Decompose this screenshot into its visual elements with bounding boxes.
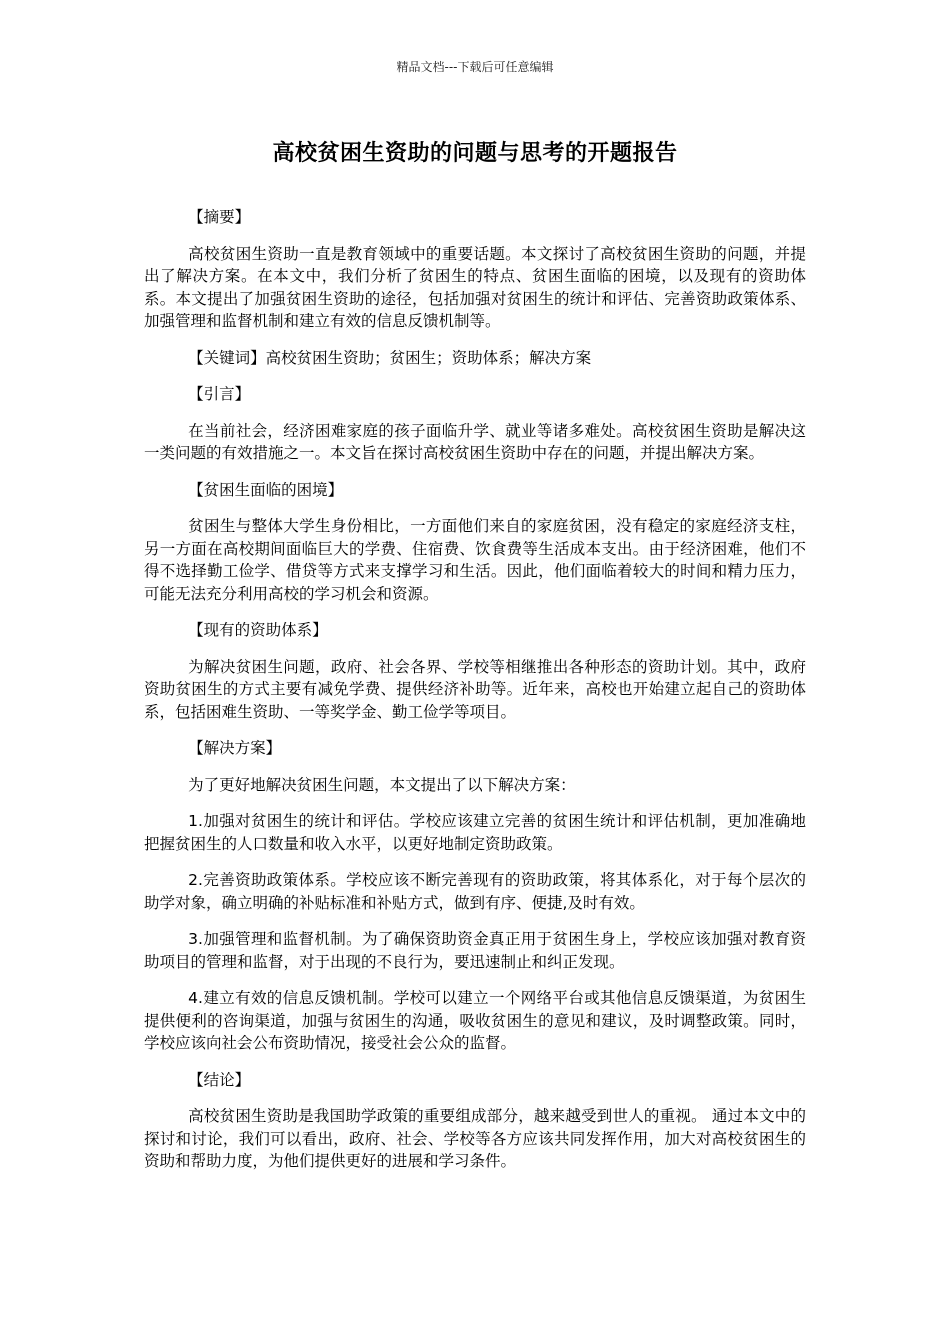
document-body — [144, 206, 806, 1187]
system-heading: 【现有的资助体系】 — [188, 621, 328, 639]
page-header: 精品文档---下载后可任意编辑 — [396, 60, 554, 74]
abstract-heading: 【摘要】 — [188, 208, 251, 226]
document-title: 高校贫困生资助的问题与思考的开题报告 — [272, 141, 678, 166]
solution-intro: 为了更好地解决贫困生问题，本文提出了以下解决方案： — [188, 775, 576, 794]
solution-item-2: 2.完善资助政策体系。学校应该不断完善现有的资助政策，将其体系化，对于每个层次的助学对象，确立明确的补贴标准和补贴方式，做到有序、便捷,及时有效。 — [144, 871, 806, 912]
difficulty-paragraph: 贫困生与整体大学生身份相比，一方面他们来自的家庭贫困，没有稳定的家庭经济支柱，另一方面在高校期间面临巨大的学费、住宿费、饮食费等生活成本支出。由于经济困难，他们不得不选择勤工俭学、借贷等方式来支撑学习和生活。因此，他们面临着较大的时间和精力压力，可能无法充分利用高校的学习机会和资源。 — [144, 517, 806, 603]
intro-paragraph: 在当前社会，经济困难家庭的孩子面临升学、就业等诸多难处。高校贫困生资助是解决这一类问题的有效措施之一。本文旨在探讨高校贫困生资助中存在的问题，并提出解决方案。 — [144, 421, 806, 462]
solution-item-4: 4.建立有效的信息反馈机制。学校可以建立一个网络平台或其他信息反馈渠道，为贫困生提供便利的咨询渠道，加强与贫困生的沟通，吸收贫困生的意见和建议，及时调整政策。同时，学校应该向社会公布资助情况，接受社会公众的监督。 — [144, 989, 806, 1052]
solution-item-3: 3.加强管理和监督机制。为了确保资助资金真正用于贫困生身上，学校应该加强对教育资助项目的管理和监督，对于出现的不良行为，要迅速制止和纠正发现。 — [144, 930, 806, 971]
conclusion-paragraph: 高校贫困生资助是我国助学政策的重要组成部分，越来越受到世人的重视。 通过本文中的探讨和讨论，我们可以看出，政府、社会、学校等各方应该共同发挥作用，加大对高校贫困生的资助和帮助力度，为他们提供更好的进展和学习条件。 — [144, 1107, 806, 1170]
system-paragraph: 为解决贫困生问题，政府、社会各界、学校等相继推出各种形态的资助计划。其中，政府资助贫困生的方式主要有减免学费、提供经济补助等。近年来，高校也开始建立起自己的资助体系，包括困难生资助、一等奖学金、勤工俭学等项目。 — [144, 657, 806, 721]
difficulty-heading: 【贫困生面临的困境】 — [188, 480, 344, 499]
abstract-paragraph: 高校贫困生资助一直是教育领域中的重要话题。本文探讨了高校贫困生资助的问题，并提出了解决方案。在本文中，我们分析了贫困生的特点、贫困生面临的困境，以及现有的资助体系。本文提出了加强贫困生资助的途径，包括加强对贫困生的统计和评估、完善资助政策体系、加强管理和监督机制和建立有效的信息反馈机制等。 — [144, 244, 806, 330]
keywords-line: 【关键词】高校贫困生资助；贫困生；资助体系；解决方案 — [188, 348, 592, 367]
conclusion-heading: 【结论】 — [188, 1070, 251, 1089]
solution-item-1: 1.加强对贫困生的统计和评估。学校应该建立完善的贫困生统计和评估机制，更加准确地把握贫困生的人口数量和收入水平，以更好地制定资助政策。 — [144, 812, 806, 853]
intro-heading: 【引言】 — [188, 385, 251, 403]
solution-heading: 【解决方案】 — [188, 739, 282, 757]
